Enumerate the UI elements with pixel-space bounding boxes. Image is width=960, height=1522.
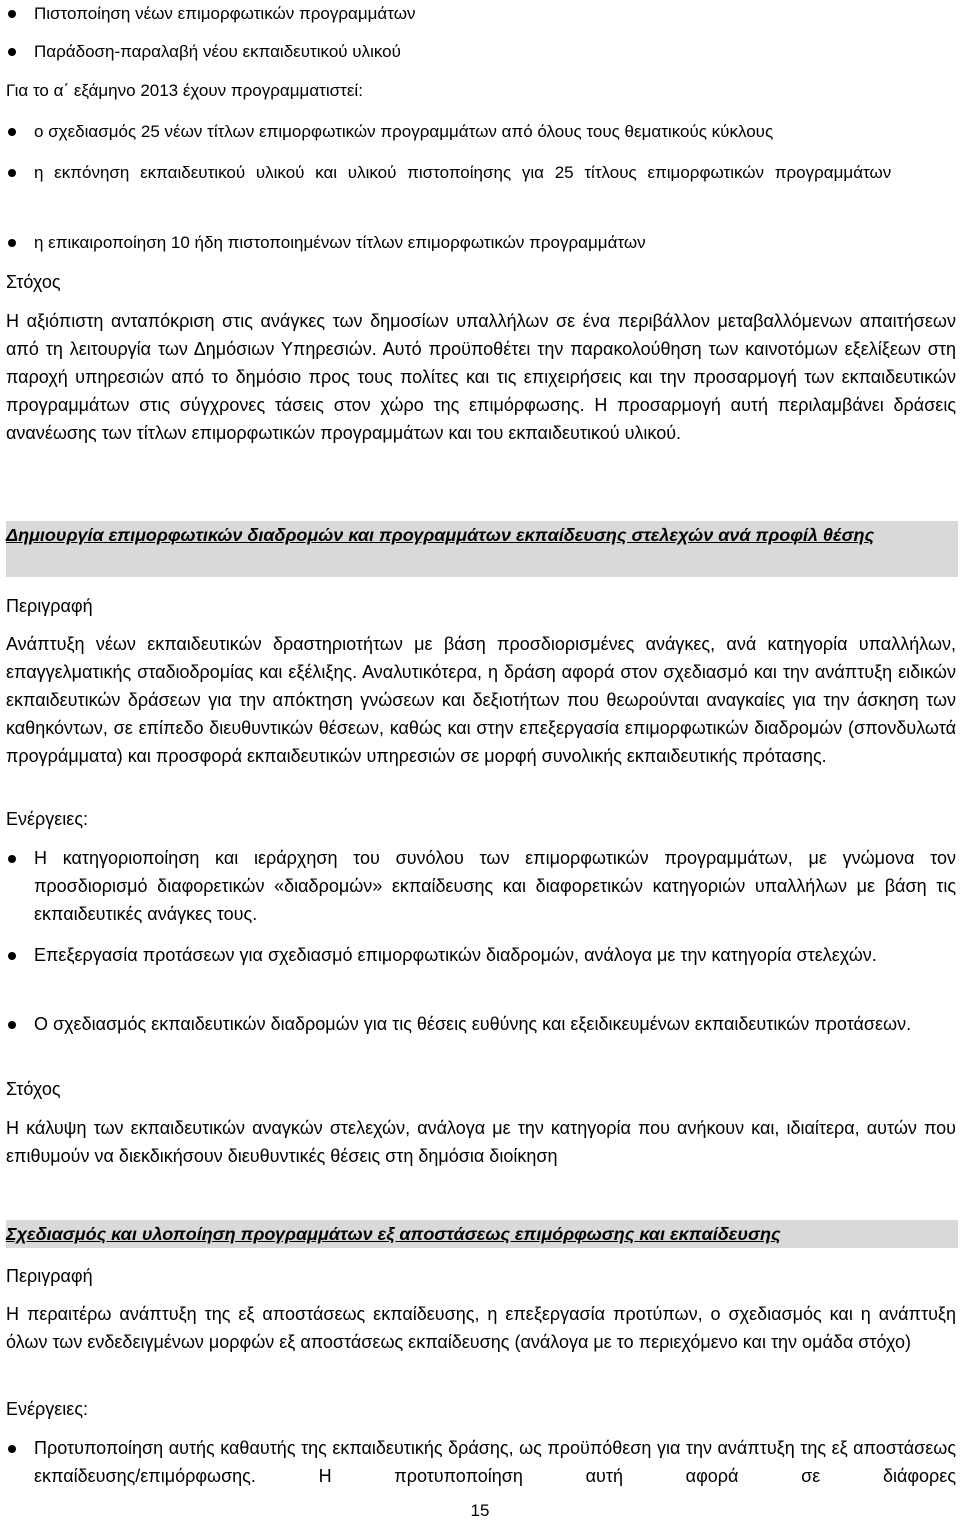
- actions-label: Ενέργειες:: [6, 1399, 88, 1419]
- bullet-icon: [8, 239, 16, 247]
- bullet-icon: [8, 10, 16, 18]
- description-label: Περιγραφή: [6, 1266, 93, 1286]
- list-item: [6, 1434, 956, 1490]
- bullet-text: η εκπόνηση εκπαιδευτικού υλικού και υλικού πιστοποίησης για 25 τίτλους επιμορφωτικών προγραμμάτων: [34, 163, 892, 182]
- bullet-icon: [8, 952, 16, 960]
- list-item: [6, 159, 956, 215]
- description-text: Η περαιτέρω ανάπτυξη της εξ αποστάσεως εκπαίδευσης, η επεξεργασία προτύπων, ο σχεδιασμός και η ανάπτυξη όλων των ενδεδειγμένων μορφών εξ αποστάσεως εκπαίδευσης (ανάλογα με το περιεχόμενο και την ομάδα στόχο): [6, 1304, 956, 1352]
- list-item: [6, 38, 956, 66]
- page-number: 15: [470, 1501, 490, 1520]
- list-item: [6, 229, 956, 257]
- bullet-text: Πιστοποίηση νέων επιμορφωτικών προγραμμάτων: [34, 4, 416, 23]
- bullet-text: Προτυποποίηση αυτής καθαυτής της εκπαιδευτικής δράσης, ως προϋπόθεση για την ανάπτυξη της εξ αποστάσεως εκπαίδευσης/επιμόρφωσης. Η προτυποποίηση αυτή αφορά σε διάφορες: [34, 1438, 956, 1486]
- description-text: Ανάπτυξη νέων εκπαιδευτικών δραστηριοτήτων με βάση προσδιορισμένες ανάγκες, ανά κατηγορία υπαλλήλων, επαγγελματικής σταδιοδρομίας και εξέλιξης. Αναλυτικότερα, η δράση αφορά στον σχεδιασμό και την ανάπτυξη ειδικών εκπαιδευτικών δράσεων για την απόκτηση γνώσεων και δεξιοτήτων που θεωρούνται αναγκαίες για την άσκηση των καθηκόντων, σε επίπεδο διευθυντικών θέσεων, καθώς και στην επεξεργασία επιμορφωτικών διαδρομών (σπονδυλωτά προγράμματα) και προσφορά εκπαιδευτικών υπηρεσιών σε μορφή συνολικής εκπαιδευτικής πρότασης.: [6, 634, 956, 766]
- list-item: [6, 0, 956, 28]
- list-item: [6, 941, 956, 997]
- bullet-icon: [8, 128, 16, 136]
- goal-label: Στόχος: [6, 272, 61, 292]
- section-heading: Σχεδιασμός και υλοποίηση προγραμμάτων εξ αποστάσεως επιμόρφωσης και εκπαίδευσης: [6, 1220, 958, 1248]
- bullet-icon: [8, 48, 16, 56]
- bullet-icon: [8, 1445, 16, 1453]
- bullet-text: Επεξεργασία προτάσεων για σχεδιασμό επιμορφωτικών διαδρομών, ανάλογα με την κατηγορία στελεχών.: [34, 945, 877, 965]
- bullet-icon: [8, 169, 16, 177]
- goal-text: Η κάλυψη των εκπαιδευτικών αναγκών στελεχών, ανάλογα με την κατηγορία που ανήκουν και, ιδιαίτερα, αυτών που επιθυμούν να διεκδικήσουν διευθυντικές θέσεις στη δημόσια διοίκηση: [6, 1118, 956, 1166]
- section-heading: Δημιουργία επιμορφωτικών διαδρομών και προγραμμάτων εκπαίδευσης στελεχών ανά προφίλ θέσης: [6, 521, 958, 577]
- actions-label: Ενέργειες:: [6, 809, 88, 829]
- goal-text: Η αξιόπιστη ανταπόκριση στις ανάγκες των δημοσίων υπαλλήλων σε ένα περιβάλλον μεταβαλλόμενων απαιτήσεων από τη λειτουργία των Δημόσιων Υπηρεσιών. Αυτό προϋποθέτει την παρακολούθηση των καινοτόμων εξελίξεων στη παροχή υπηρεσιών από το δημόσιο προς τους πολίτες και τις επιχειρήσεις και την προσαρμογή των εκπαιδευτικών προγραμμάτων στις σύγχρονες τάσεις στον χώρο της επιμόρφωσης. Η προσαρμογή αυτή περιλαμβάνει δράσεις ανανέωσης των τίτλων επιμορφωτικών προγραμμάτων και του εκπαιδευτικού υλικού.: [6, 311, 956, 443]
- bullet-icon: [8, 1021, 16, 1029]
- goal-label: Στόχος: [6, 1079, 61, 1099]
- bullet-text: η επικαιροποίηση 10 ήδη πιστοποιημένων τίτλων επιμορφωτικών προγραμμάτων: [34, 233, 646, 252]
- bullet-text: Παράδοση-παραλαβή νέου εκπαιδευτικού υλικού: [34, 42, 401, 61]
- bullet-text: Η κατηγοριοποίηση και ιεράρχηση του συνόλου των επιμορφωτικών προγραμμάτων, με γνώμονα τον προσδιορισμό διαφορετικών «διαδρομών» εκπαίδευσης και διαφορετικών κατηγοριών υπαλλήλων με βάση τις εκπαιδευτικές ανάγκες τους.: [34, 848, 956, 924]
- list-item: [6, 844, 956, 928]
- list-item: [6, 118, 956, 146]
- bullet-text: ο σχεδιασμός 25 νέων τίτλων επιμορφωτικών προγραμμάτων από όλους τους θεματικούς κύκλους: [34, 122, 774, 141]
- bullet-icon: [8, 855, 16, 863]
- list-item: [6, 1010, 956, 1066]
- description-label: Περιγραφή: [6, 596, 93, 616]
- bullet-text: Ο σχεδιασμός εκπαιδευτικών διαδρομών για τις θέσεις ευθύνης και εξειδικευμένων εκπαιδευτικών προτάσεων.: [34, 1014, 912, 1034]
- semester-intro: Για το α΄ εξάμηνο 2013 έχουν προγραμματιστεί:: [6, 81, 363, 100]
